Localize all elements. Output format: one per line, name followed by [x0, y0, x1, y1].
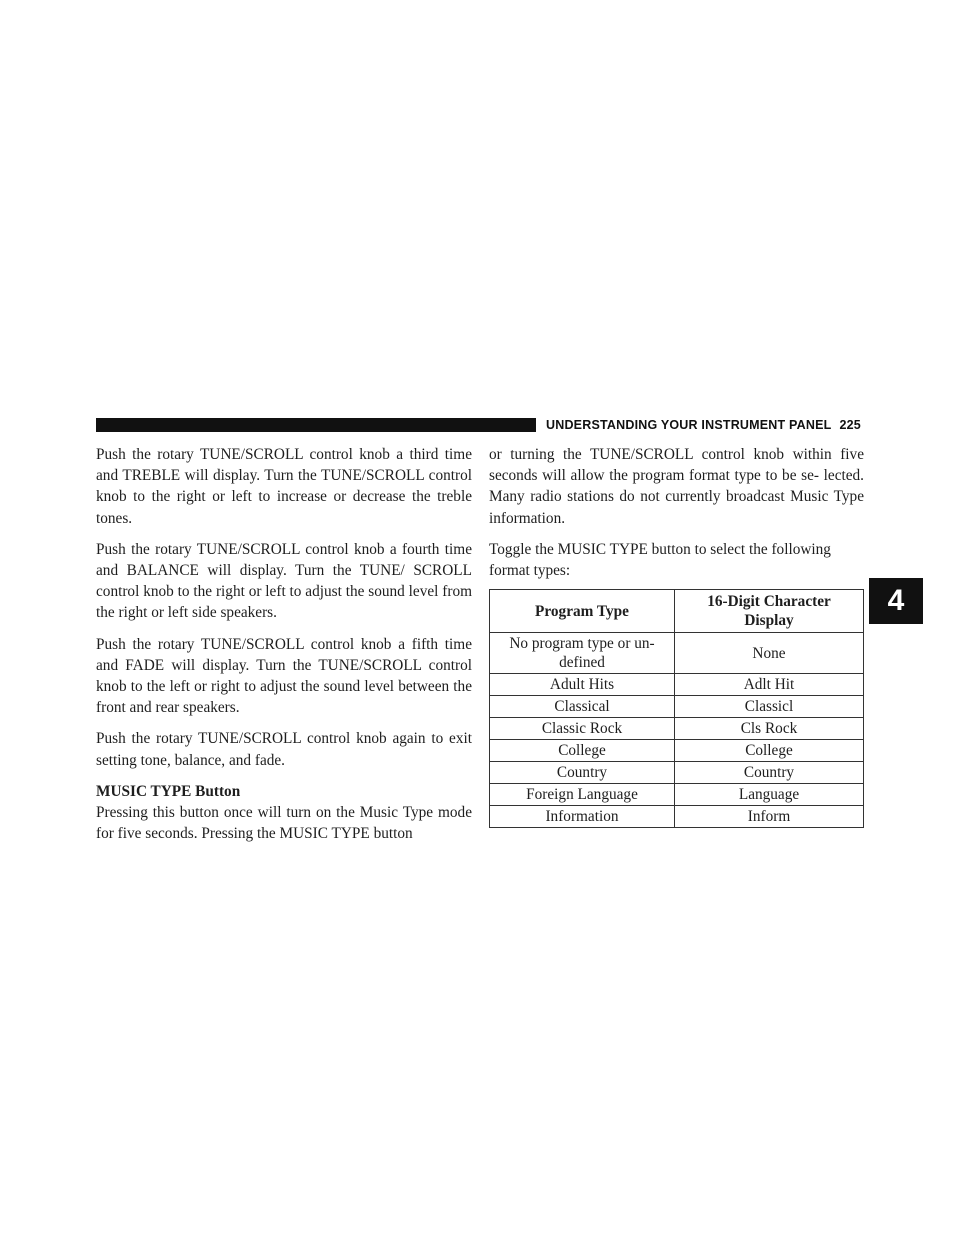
- right-column: [489, 444, 864, 828]
- table-cell: Information: [490, 806, 675, 828]
- left-column: [96, 444, 472, 844]
- paragraph-continued: or turning the TUNE/SCROLL control knob within five seconds will allow the program format type to be se- lected. Many radio stations do not currently broadcast Music Type information.: [489, 446, 864, 527]
- table-row: [490, 740, 864, 762]
- table-row: [490, 674, 864, 696]
- table-row: [490, 633, 864, 674]
- page-number: 225: [839, 418, 861, 432]
- table-cell: Classic Rock: [490, 718, 675, 740]
- table-cell: Inform: [675, 806, 864, 828]
- running-header: [536, 415, 867, 435]
- table-cell: Language: [675, 784, 864, 806]
- table-cell: None: [675, 633, 864, 674]
- table-row: [490, 696, 864, 718]
- table-cell: Classicl: [675, 696, 864, 718]
- table-header-row: [490, 590, 864, 633]
- table-cell: Country: [490, 762, 675, 784]
- paragraph-music-type: Pressing this button once will turn on the Music Type mode for five seconds. Pressing the MUSIC TYPE button: [96, 804, 472, 843]
- table-cell: Country: [675, 762, 864, 784]
- table-row: [490, 762, 864, 784]
- table-cell: College: [675, 740, 864, 762]
- paragraph-exit: Push the rotary TUNE/SCROLL control knob again to exit setting tone, balance, and fade.: [96, 730, 472, 769]
- table-row: [490, 718, 864, 740]
- table-cell: No program type or un- defined: [490, 633, 675, 674]
- paragraph-toggle: Toggle the MUSIC TYPE button to select the following format types:: [489, 540, 831, 580]
- table-cell: Adult Hits: [490, 674, 675, 696]
- paragraph-fade: Push the rotary TUNE/SCROLL control knob a fifth time and FADE will display. Turn the TUNE/SCROLL control knob to the left or right to adjust the sound level between the front and rear speakers.: [96, 635, 472, 717]
- paragraph-balance: Push the rotary TUNE/SCROLL control knob a fourth time and BALANCE will display. Turn the TUNE/ SCROLL control knob to the right or left to adjust the sound level from the right or left side speakers.: [96, 540, 472, 622]
- chapter-tab-marker: 4: [869, 578, 923, 624]
- table-header-program-type: Program Type: [490, 590, 675, 633]
- table-cell: Foreign Language: [490, 784, 675, 806]
- table-cell: Classical: [490, 696, 675, 718]
- paragraph-treble: Push the rotary TUNE/SCROLL control knob a third time and TREBLE will display. Turn the TUNE/SCROLL control knob to the right or left to increase or decrease the treble tones.: [96, 446, 472, 527]
- table-cell: Cls Rock: [675, 718, 864, 740]
- section-title: UNDERSTANDING YOUR INSTRUMENT PANEL: [546, 418, 832, 432]
- table-cell: Adlt Hit: [675, 674, 864, 696]
- section-heading-music-type: MUSIC TYPE Button: [96, 782, 241, 800]
- table-header-display: 16-Digit Character Display: [675, 590, 864, 633]
- table-cell: College: [490, 740, 675, 762]
- format-types-table: [489, 589, 864, 828]
- table-row: [490, 806, 864, 828]
- table-row: [490, 784, 864, 806]
